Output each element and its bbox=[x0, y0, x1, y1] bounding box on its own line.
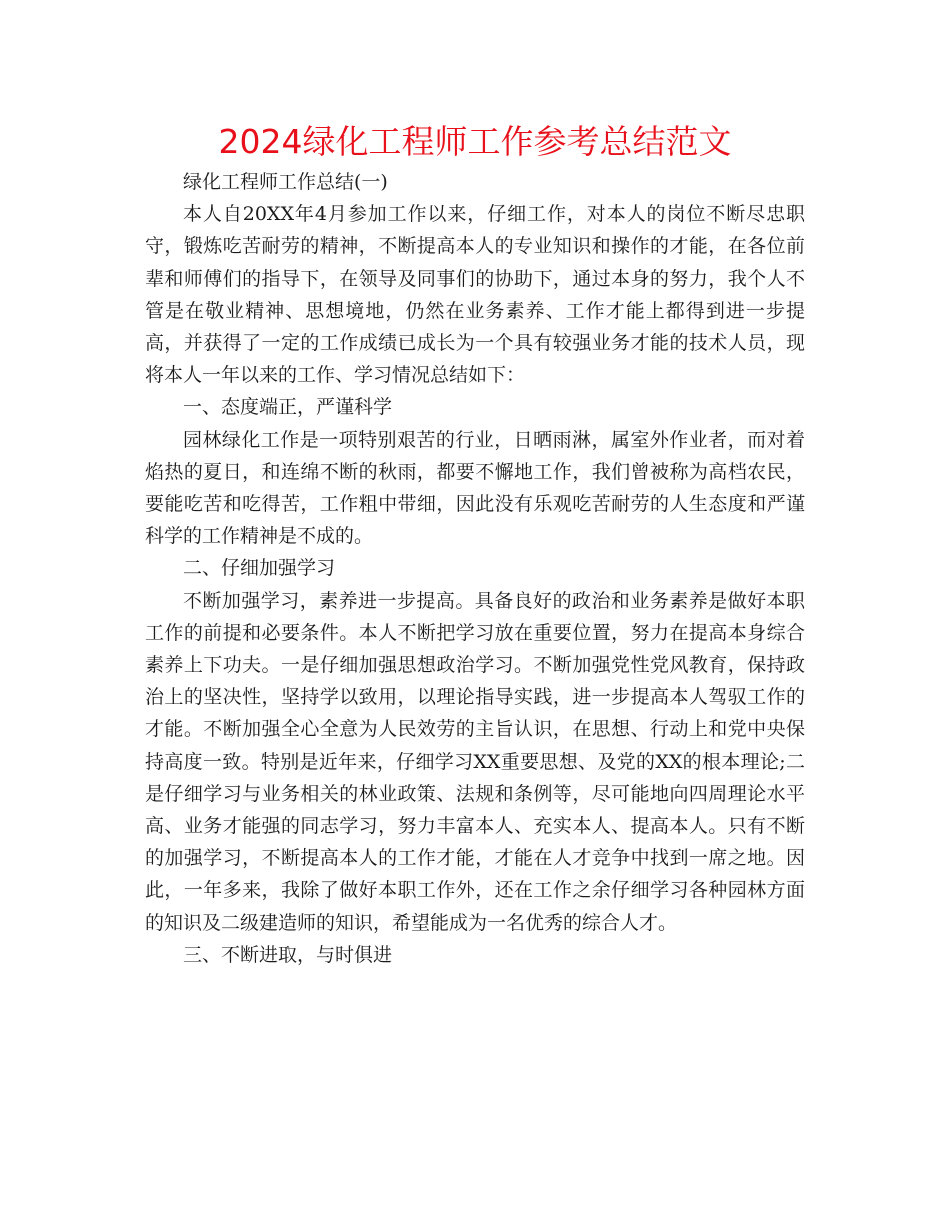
section-heading-2: 二、仔细加强学习 bbox=[183, 557, 336, 580]
section-heading-1: 一、态度端正，严谨科学 bbox=[183, 396, 393, 419]
section-heading-3: 三、不断进取，与时俱进 bbox=[183, 943, 393, 966]
document-subtitle: 绿化工程师工作总结(一) bbox=[183, 171, 388, 193]
section-2-paragraph: 不断加强学习，素养进一步提高。具备良好的政治和业务素养是做好本职工作的前提和必要条件。本人不断把学习放在重要位置，努力在提高本身综合素养上下功夫。一是仔细加强思想政治学习。不断加强党性党风教育，保持政治上的坚决性，坚持学以致用，以理论指导实践，进一步提高本人驾驭工作的才能。不断加强全心全意为人民效劳的主旨认识，在思想、行动上和党中央保持高度一致。特别是近年来，仔细学习XX重要思想、及党的XX的根本理论;二是仔细学习与业务相关的林业政策、法规和条例等，尽可能地向四周理论水平高、业务才能强的同志学习，努力丰富本人、充实本人、提高本人。只有不断的加强学习，不断提高本人的工作才能，才能在人才竞争中找到一席之地。因此，一年多来，我除了做好本职工作外，还在工作之余仔细学习各种园林方面的知识及二级建造师的知识，希望能成为一名优秀的综合人才。 bbox=[145, 589, 805, 934]
section-1-paragraph: 园林绿化工作是一项特别艰苦的行业，日晒雨淋，属室外作业者，而对着焰热的夏日，和连绵不断的秋雨，都要不懈地工作，我们曾被称为高档农民，要能吃苦和吃得苦，工作粗中带细，因此没有乐观吃苦耐劳的人生态度和严谨科学的工作精神是不成的。 bbox=[145, 428, 805, 548]
document-title: 2024绿化工程师工作参考总结范文 bbox=[218, 122, 732, 161]
document-body bbox=[145, 166, 805, 971]
intro-paragraph: 本人自20XX年4月参加工作以来，仔细工作，对本人的岗位不断尽忠职守，锻炼吃苦耐劳的精神，不断提高本人的专业知识和操作的才能，在各位前辈和师傅们的指导下，在领导及同事们的协助下，通过本身的努力，我个人不管是在敬业精神、思想境地，仍然在业务素养、工作才能上都得到进一步提高，并获得了一定的工作成绩已成长为一个具有较强业务才能的技术人员，现将本人一年以来的工作、学习情况总结如下： bbox=[145, 203, 805, 387]
